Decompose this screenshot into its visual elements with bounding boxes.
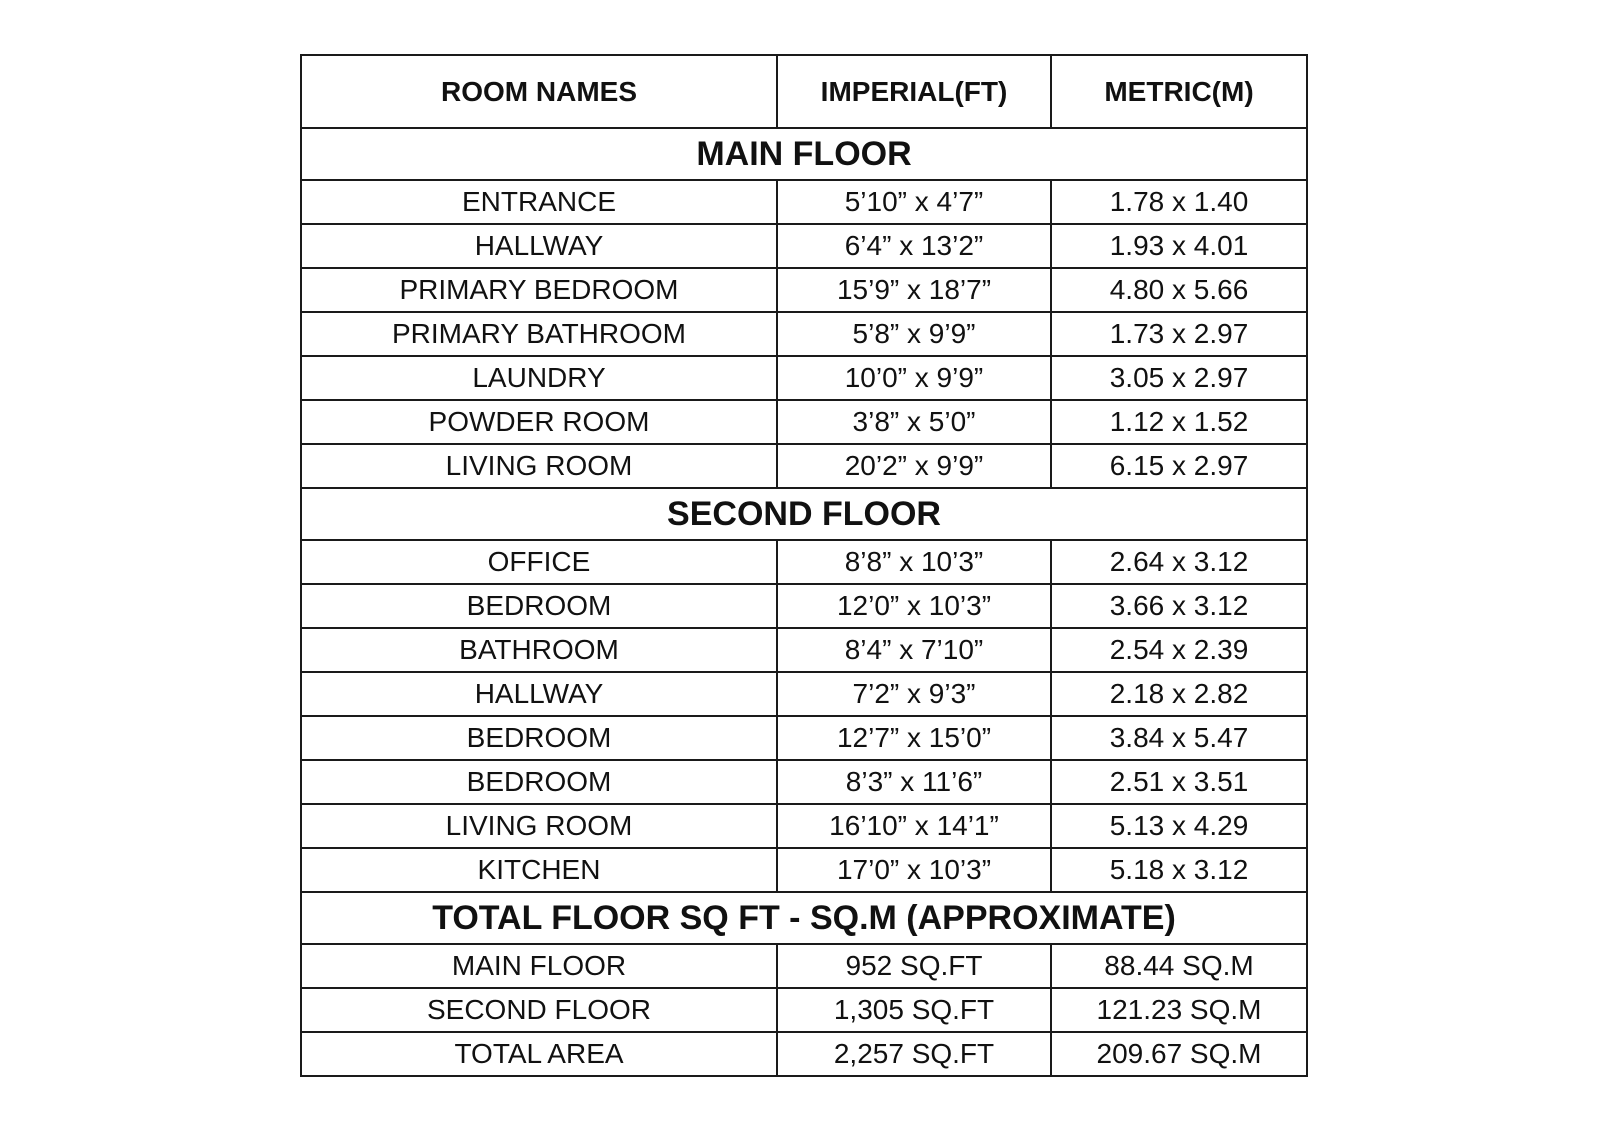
imperial-cell: 12’0” x 10’3” <box>777 584 1051 628</box>
area-sqm-cell: 88.44 SQ.M <box>1051 944 1307 988</box>
table-row <box>301 672 1307 716</box>
room-name-cell: BATHROOM <box>301 628 777 672</box>
room-name-cell: LIVING ROOM <box>301 444 777 488</box>
room-name-cell: HALLWAY <box>301 224 777 268</box>
metric-cell: 1.73 x 2.97 <box>1051 312 1307 356</box>
imperial-cell: 3’8” x 5’0” <box>777 400 1051 444</box>
room-dimensions-table <box>300 54 1308 1077</box>
table-row <box>301 804 1307 848</box>
area-sqm-cell: 209.67 SQ.M <box>1051 1032 1307 1076</box>
table-row <box>301 848 1307 892</box>
section-title: MAIN FLOOR <box>301 128 1307 180</box>
table-row <box>301 760 1307 804</box>
floor-name-cell: MAIN FLOOR <box>301 944 777 988</box>
table-row <box>301 268 1307 312</box>
header-imperial: IMPERIAL(FT) <box>777 55 1051 128</box>
room-name-cell: LAUNDRY <box>301 356 777 400</box>
table-row <box>301 180 1307 224</box>
area-sqft-cell: 952 SQ.FT <box>777 944 1051 988</box>
room-name-cell: PRIMARY BATHROOM <box>301 312 777 356</box>
floor-name-cell: TOTAL AREA <box>301 1032 777 1076</box>
imperial-cell: 8’3” x 11’6” <box>777 760 1051 804</box>
metric-cell: 3.05 x 2.97 <box>1051 356 1307 400</box>
imperial-cell: 8’8” x 10’3” <box>777 540 1051 584</box>
floor-name-cell: SECOND FLOOR <box>301 988 777 1032</box>
imperial-cell: 5’10” x 4’7” <box>777 180 1051 224</box>
imperial-cell: 5’8” x 9’9” <box>777 312 1051 356</box>
imperial-cell: 17’0” x 10’3” <box>777 848 1051 892</box>
section-title: TOTAL FLOOR SQ FT - SQ.M (APPROXIMATE) <box>301 892 1307 944</box>
room-name-cell: BEDROOM <box>301 760 777 804</box>
metric-cell: 2.54 x 2.39 <box>1051 628 1307 672</box>
room-name-cell: POWDER ROOM <box>301 400 777 444</box>
metric-cell: 1.12 x 1.52 <box>1051 400 1307 444</box>
totals-row <box>301 988 1307 1032</box>
section-main-floor <box>301 128 1307 180</box>
metric-cell: 3.84 x 5.47 <box>1051 716 1307 760</box>
imperial-cell: 6’4” x 13’2” <box>777 224 1051 268</box>
metric-cell: 1.78 x 1.40 <box>1051 180 1307 224</box>
table-row <box>301 224 1307 268</box>
imperial-cell: 15’9” x 18’7” <box>777 268 1051 312</box>
room-name-cell: OFFICE <box>301 540 777 584</box>
room-name-cell: ENTRANCE <box>301 180 777 224</box>
header-metric: METRIC(M) <box>1051 55 1307 128</box>
totals-row <box>301 1032 1307 1076</box>
table-row <box>301 444 1307 488</box>
table-row <box>301 356 1307 400</box>
section-totals <box>301 892 1307 944</box>
table-row <box>301 628 1307 672</box>
area-sqm-cell: 121.23 SQ.M <box>1051 988 1307 1032</box>
metric-cell: 4.80 x 5.66 <box>1051 268 1307 312</box>
totals-row <box>301 944 1307 988</box>
metric-cell: 3.66 x 3.12 <box>1051 584 1307 628</box>
section-second-floor <box>301 488 1307 540</box>
room-name-cell: BEDROOM <box>301 584 777 628</box>
room-name-cell: KITCHEN <box>301 848 777 892</box>
table-row <box>301 540 1307 584</box>
imperial-cell: 16’10” x 14’1” <box>777 804 1051 848</box>
imperial-cell: 12’7” x 15’0” <box>777 716 1051 760</box>
metric-cell: 5.18 x 3.12 <box>1051 848 1307 892</box>
metric-cell: 2.64 x 3.12 <box>1051 540 1307 584</box>
imperial-cell: 20’2” x 9’9” <box>777 444 1051 488</box>
imperial-cell: 8’4” x 7’10” <box>777 628 1051 672</box>
room-name-cell: PRIMARY BEDROOM <box>301 268 777 312</box>
table-header-row <box>301 55 1307 128</box>
room-name-cell: LIVING ROOM <box>301 804 777 848</box>
table-row <box>301 312 1307 356</box>
room-name-cell: HALLWAY <box>301 672 777 716</box>
section-title: SECOND FLOOR <box>301 488 1307 540</box>
header-room-names: ROOM NAMES <box>301 55 777 128</box>
table-row <box>301 400 1307 444</box>
metric-cell: 5.13 x 4.29 <box>1051 804 1307 848</box>
metric-cell: 1.93 x 4.01 <box>1051 224 1307 268</box>
room-name-cell: BEDROOM <box>301 716 777 760</box>
area-sqft-cell: 1,305 SQ.FT <box>777 988 1051 1032</box>
metric-cell: 2.51 x 3.51 <box>1051 760 1307 804</box>
metric-cell: 6.15 x 2.97 <box>1051 444 1307 488</box>
metric-cell: 2.18 x 2.82 <box>1051 672 1307 716</box>
imperial-cell: 10’0” x 9’9” <box>777 356 1051 400</box>
table-row <box>301 584 1307 628</box>
table-row <box>301 716 1307 760</box>
imperial-cell: 7’2” x 9’3” <box>777 672 1051 716</box>
area-sqft-cell: 2,257 SQ.FT <box>777 1032 1051 1076</box>
